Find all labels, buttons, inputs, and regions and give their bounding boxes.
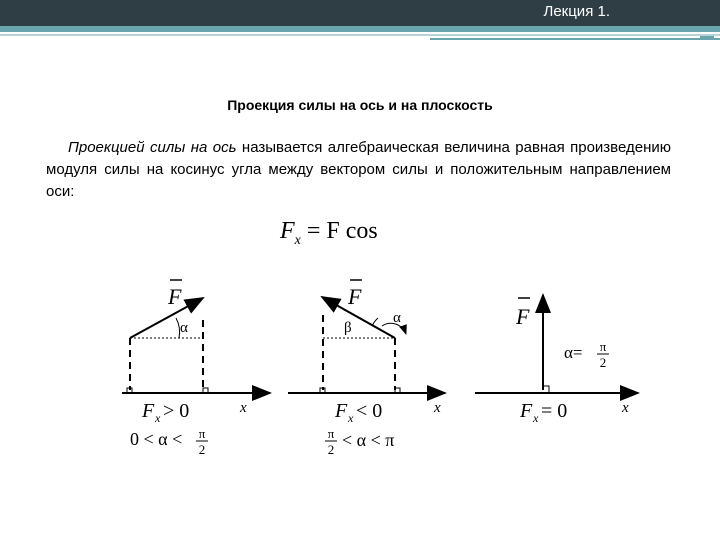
projection-formula bbox=[280, 218, 378, 249]
diagram-negative-projection bbox=[288, 280, 445, 457]
header-thin-line bbox=[430, 38, 720, 40]
slide-heading: Проекция силы на ось и на плоскость bbox=[227, 97, 493, 113]
projection-diagrams bbox=[0, 260, 720, 480]
beta-arc bbox=[372, 318, 378, 326]
angle-range: < α < π bbox=[342, 430, 395, 450]
axis-label: x bbox=[240, 400, 247, 416]
axis-label: x bbox=[622, 400, 629, 416]
definition-text: называется алгебраическая величина равная произведению модуля силы на косинус угла между вектором силы и положительным направлением оси: bbox=[46, 139, 671, 200]
projection-subscript: x bbox=[533, 411, 539, 425]
projection-symbol: F bbox=[520, 400, 533, 422]
force-label: F bbox=[348, 284, 362, 309]
beta-label: β bbox=[344, 320, 352, 336]
diagram-zero-projection bbox=[475, 295, 638, 425]
projection-relation: > 0 bbox=[163, 400, 190, 422]
axis-label: x bbox=[434, 400, 441, 416]
definition-term: Проекцией силы на ось bbox=[68, 139, 237, 156]
header-band bbox=[0, 0, 720, 26]
header-divider bbox=[0, 34, 720, 36]
force-vector bbox=[130, 298, 203, 338]
corner-mark bbox=[700, 36, 714, 38]
projection-relation: < 0 bbox=[356, 400, 383, 422]
projection-subscript: x bbox=[155, 411, 161, 425]
angle-range: 0 < α < bbox=[130, 429, 183, 449]
range-fraction-numerator: π bbox=[327, 426, 335, 441]
angle-fraction-denominator: 2 bbox=[599, 355, 607, 370]
projection-symbol: F bbox=[335, 400, 348, 422]
force-label: F bbox=[516, 304, 530, 329]
angle-label: α bbox=[180, 320, 188, 336]
force-label: F bbox=[168, 284, 182, 309]
angle-equation: α= bbox=[564, 343, 583, 362]
definition-paragraph bbox=[46, 137, 671, 203]
formula-eq: = F bbox=[306, 218, 340, 244]
slide-header-bar bbox=[0, 0, 720, 40]
range-fraction-numerator: π bbox=[198, 426, 206, 441]
angle-label: α bbox=[393, 310, 401, 326]
formula-cos: cos bbox=[345, 218, 378, 244]
angle-fraction-numerator: π bbox=[599, 339, 607, 354]
projection-subscript: x bbox=[348, 411, 354, 425]
diagram-positive-projection bbox=[122, 280, 270, 457]
projection-symbol: F bbox=[142, 400, 155, 422]
projection-relation: = 0 bbox=[541, 400, 568, 422]
formula-lhs: F bbox=[280, 218, 295, 244]
range-fraction-denominator: 2 bbox=[198, 442, 206, 457]
range-fraction-denominator: 2 bbox=[327, 442, 335, 457]
formula-lhs-sub: x bbox=[294, 232, 301, 248]
lecture-title: Лекция 1. bbox=[543, 3, 610, 20]
header-accent-band bbox=[0, 26, 720, 32]
